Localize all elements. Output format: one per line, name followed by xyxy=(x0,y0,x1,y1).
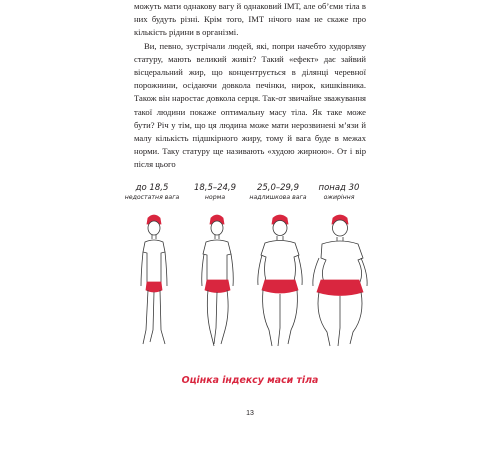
category-label: надлишкова вага xyxy=(249,194,307,201)
category-obese xyxy=(304,183,374,202)
paragraph-2: Ви, певно, зустрічали людей, які, попри начебто худорляву статуру, мають великий живіт? Такий «ефект» дає зайвий вісцеральний жир, що концентрується в ділянці черевної порожнини, осідаючи довкола печінки, нирок, кишківника. Також він наростає довкола серця. Так-от звичайне зважування такої людини покаже оптимальну масу тіла. Як таке може бути? Річ у тім, що ця людина може мати нерозвинені м’язи й малу кількість підшкірного жиру, тому й вага буде в межах норми. Таку статуру ще називають «худою жирною». От і вір після цього xyxy=(134,40,366,170)
category-overweight xyxy=(243,183,313,202)
category-label: недостатня вага xyxy=(124,194,180,201)
category-range: 18,5–24,9 xyxy=(193,183,237,193)
body-type-illustration xyxy=(120,212,380,372)
category-normal xyxy=(180,183,250,202)
body-text xyxy=(134,0,366,172)
category-range: 25,0–29,9 xyxy=(256,183,300,193)
category-label: норма xyxy=(204,194,226,201)
figure-underweight xyxy=(141,215,167,344)
page-number: 13 xyxy=(246,410,254,417)
category-range: понад 30 xyxy=(318,183,360,193)
category-label: ожиріння xyxy=(323,194,355,201)
figure-normal xyxy=(202,215,234,346)
category-range: до 18,5 xyxy=(135,183,169,193)
figure-obese xyxy=(313,215,367,346)
figure-caption: Оцінка індексу маси тіла xyxy=(181,375,319,386)
paragraph-1: можуть мати однакову вагу й однаковий ІМТ, але об’єми тіла в них будуть різні. Крім того, ІМТ нічого нам не скаже про кількість рідини в організмі. xyxy=(134,1,366,38)
figure-overweight xyxy=(258,215,302,346)
category-underweight xyxy=(117,183,187,202)
